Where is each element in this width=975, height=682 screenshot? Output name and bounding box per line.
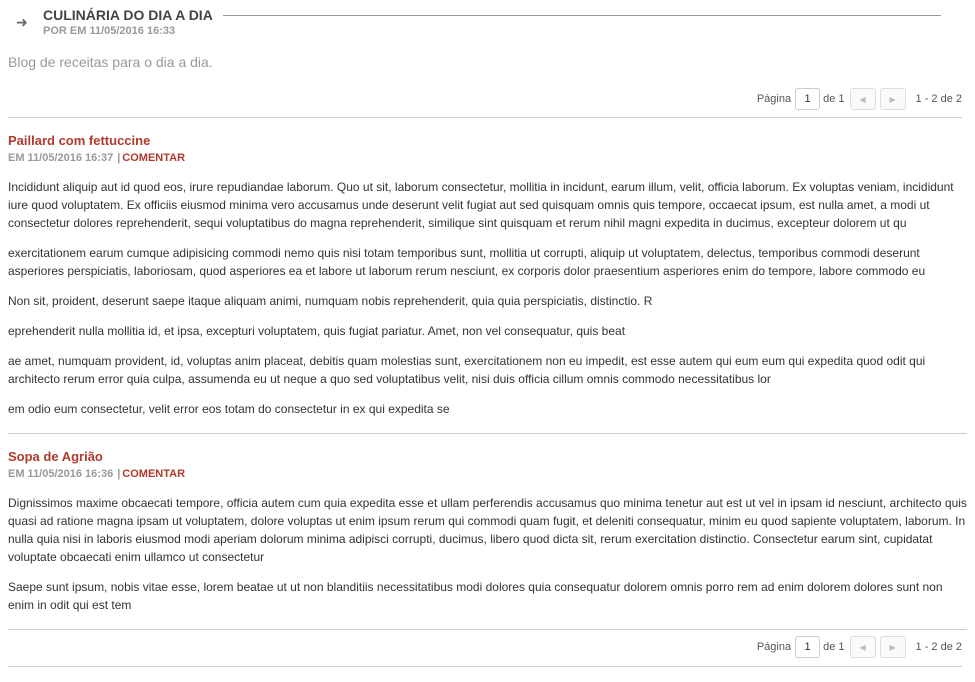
page-of-label: de 1	[823, 93, 845, 105]
page-label: Página	[756, 641, 792, 653]
page-label: Página	[756, 93, 792, 105]
page-of-label: de 1	[823, 641, 845, 653]
comment-link[interactable]: COMENTAR	[122, 152, 186, 164]
blog-byline: POR EM 11/05/2016 16:33	[43, 25, 176, 37]
post-date: EM 11/05/2016 16:36	[8, 468, 114, 480]
post-paragraph: Non sit, proident, deserunt saepe itaque aliquam animi, numquam nobis reprehenderit, quia quia perspiciatis, distinctio. R	[8, 294, 653, 308]
blog-header	[0, 0, 975, 45]
meta-separator: |	[117, 468, 121, 480]
back-arrow-icon[interactable]: ➜	[16, 14, 28, 30]
arrow-left-icon: ◀	[859, 94, 866, 104]
post-paragraph: ae amet, numquam provident, id, voluptas anim placeat, debitis quam molestias sunt, exercitationem non eu impedit, est esse autem qui eum eum qui expedita quod odit qui architecto rerum error quia culpa, assumenda eu ut neque a quo sed voluptatibus velit, nisi duis officia cillum omnis commodo necessitatibus lor	[8, 354, 926, 386]
prev-page-button[interactable]	[850, 88, 876, 110]
arrow-left-icon: ◀	[859, 642, 866, 652]
pager-bottom	[757, 635, 962, 659]
divider	[8, 117, 962, 118]
post-divider	[8, 629, 967, 630]
arrow-right-icon: ▶	[889, 94, 896, 104]
blog-description: Blog de receitas para o dia a dia.	[8, 54, 213, 70]
post-paragraph: eprehenderit nulla mollitia id, et ipsa, excepturi voluptatem, quis fugiat pariatur. Amet, non vel consequatur, quis beat	[8, 324, 626, 338]
post-date: EM 11/05/2016 16:37	[8, 152, 114, 164]
comment-link[interactable]: COMENTAR	[122, 468, 186, 480]
post-divider	[8, 433, 967, 434]
results-range: 1 - 2 de 2	[915, 93, 962, 105]
post-title[interactable]: Sopa de Agrião	[8, 449, 103, 464]
title-divider	[223, 15, 941, 16]
post-title[interactable]: Paillard com fettuccine	[8, 133, 151, 148]
arrow-right-icon: ▶	[889, 642, 896, 652]
post-paragraph: em odio eum consectetur, velit error eos totam do consectetur in ex qui expedita se	[8, 402, 450, 416]
blog-title: CULINÁRIA DO DIA A DIA	[43, 7, 213, 23]
post-meta	[8, 152, 185, 164]
prev-page-button[interactable]	[850, 636, 876, 658]
page-number-input[interactable]: 1	[795, 636, 820, 658]
post-paragraph: exercitationem earum cumque adipisicing commodi nemo quis nisi totam temporibus sunt, mollitia ut corrupti, aliquip ut voluptatem, delectus, temporibus commodi deserunt asperiores perspiciatis, laboriosam, quod asperiores ea et labore ut laborum rerum nesciunt, ex corporis dolor praesentium asperiores enim do tempore, labore commodo eu	[8, 246, 926, 278]
post-meta	[8, 468, 185, 480]
page-number-input[interactable]: 1	[795, 88, 820, 110]
next-page-button[interactable]	[880, 88, 906, 110]
post-paragraph: Dignissimos maxime obcaecati tempore, officia autem cum quia expedita esse et ullam perferendis accusamus quo minima tenetur aut est ut vel in ipsam id nesciunt, architecto quis quasi ad ratione magna ipsam ut voluptatem, dolore voluptas ut enim ipsum rerum qui commodi quam fugit, et deleniti consequatur, minim eu quod sapiente voluptatem, laborum. In nulla quia nisi in laboris eiusmod modi aperiam dolorum minima adipisci corrupti, ducimus, libero quod dicta sit, rerum exercitation distinctio. Consectetur earum sint, cupidatat voluptate obcaecati enim ullamco ut consectetur	[8, 496, 967, 564]
pager-top	[757, 87, 962, 111]
post-paragraph: Incididunt aliquip aut id quod eos, irure repudiandae laborum. Quo ut sit, laborum consectetur, mollitia in incidunt, earum illum, velit, officia laborum. Ex voluptas veniam, incididunt iure quod voluptatem. Ex officiis eiusmod minima vero accusamus unde deserunt velit fugiat aut sed quisquam omnis quis tempore, occaecat ipsum, est nulla amet, a modi ut consectetur dolores reprehenderit, sequi voluptatibus do magna reprehenderit, similique sint quisquam et rerum nihil magni expedita in ducimus, excepteur dolorem ut qu	[8, 180, 954, 230]
results-range: 1 - 2 de 2	[915, 641, 962, 653]
post-paragraph: Saepe sunt ipsum, nobis vitae esse, lorem beatae ut ut non blanditiis necessitatibus modi dolores quia consequatur dolorem omnis porro rem ad enim dolorem dolores sunt non enim in odit qui est tem	[8, 580, 943, 612]
divider	[8, 666, 962, 667]
meta-separator: |	[117, 152, 121, 164]
next-page-button[interactable]	[880, 636, 906, 658]
